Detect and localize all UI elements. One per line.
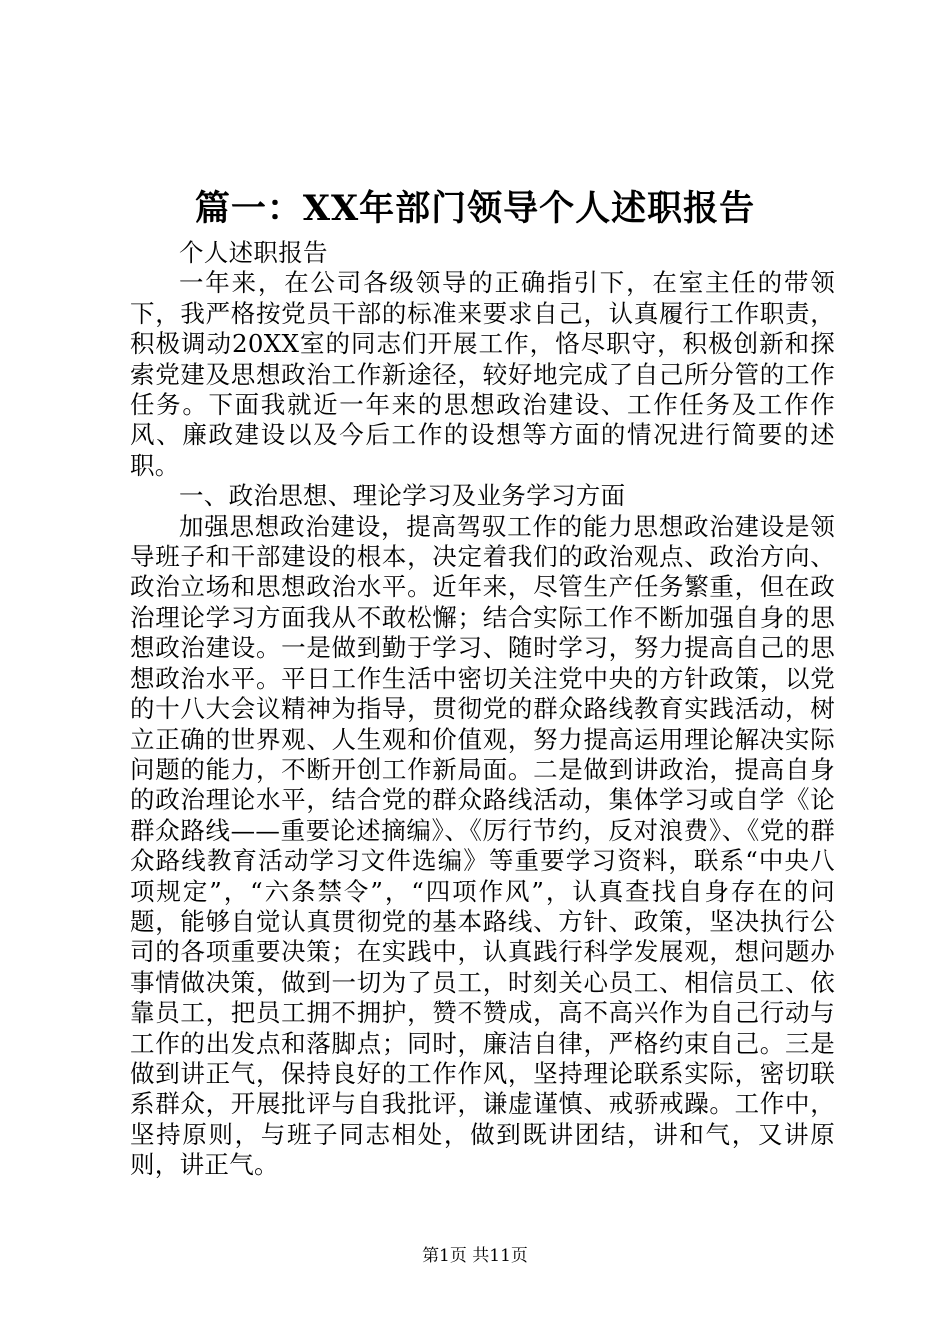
document-body <box>130 238 835 1181</box>
page-footer: 第1页 共11页 <box>422 1246 528 1266</box>
paragraph-intro: 一年来，在公司各级领导的正确指引下，在室主任的带领下，我严格按党员干部的标准来要求自己，认真履行工作职责，积极调动20XX室的同志们开展工作，恪尽职守，积极创新和探索党建及思想政治工作新途径，较好地完成了自己所分管的工作任务。下面我就近一年来的思想政治建设、工作任务及工作作风、廉政建设以及今后工作的设想等方面的情况进行简要的述职。 <box>130 268 835 480</box>
document-title: 篇一：XX年部门领导个人述职报告 <box>194 188 756 229</box>
paragraph-political-study: 加强思想政治建设，提高驾驭工作的能力思想政治建设是领导班子和干部建设的根本，决定着我们的政治观点、政治方向、政治立场和思想政治水平。近年来，尽管生产任务繁重，但在政治理论学习方面我从不敢松懈；结合实际工作不断加强自身的思想政治建设。一是做到勤于学习、随时学习，努力提高自己的思想政治水平。平日工作生活中密切关注党中央的方针政策，以党的十八大会议精神为指导，贯彻党的群众路线教育实践活动，树立正确的世界观、人生观和价值观，努力提高运用理论解决实际问题的能力，不断开创工作新局面。二是做到讲政治，提高自身的政治理论水平，结合党的群众路线活动，集体学习或自学《论群众路线——重要论述摘编》、《厉行节约，反对浪费》、《党的群众路线教育活动学习文件选编》等重要学习资料，联系“中央八项规定”，“六条禁令”，“四项作风”，认真查找自身存在的问题，能够自觉认真贯彻党的基本路线、方针、政策，坚决执行公司的各项重要决策；在实践中，认真践行科学发展观，想问题办事情做决策，做到一切为了员工，时刻关心员工、相信员工、依靠员工，把员工拥不拥护，赞不赞成，高不高兴作为自己行动与工作的出发点和落脚点；同时，廉洁自律，严格约束自己。三是做到讲正气，保持良好的工作作风，坚持理论联系实际，密切联系群众，开展批评与自我批评，谦虚谨慎、戒骄戒躁。工作中，坚持原则，与班子同志相处，做到既讲团结，讲和气，又讲原则，讲正气。 <box>130 511 835 1180</box>
paragraph-subtitle: 个人述职报告 <box>179 238 328 267</box>
section-heading: 一、政治思想、理论学习及业务学习方面 <box>179 481 626 511</box>
